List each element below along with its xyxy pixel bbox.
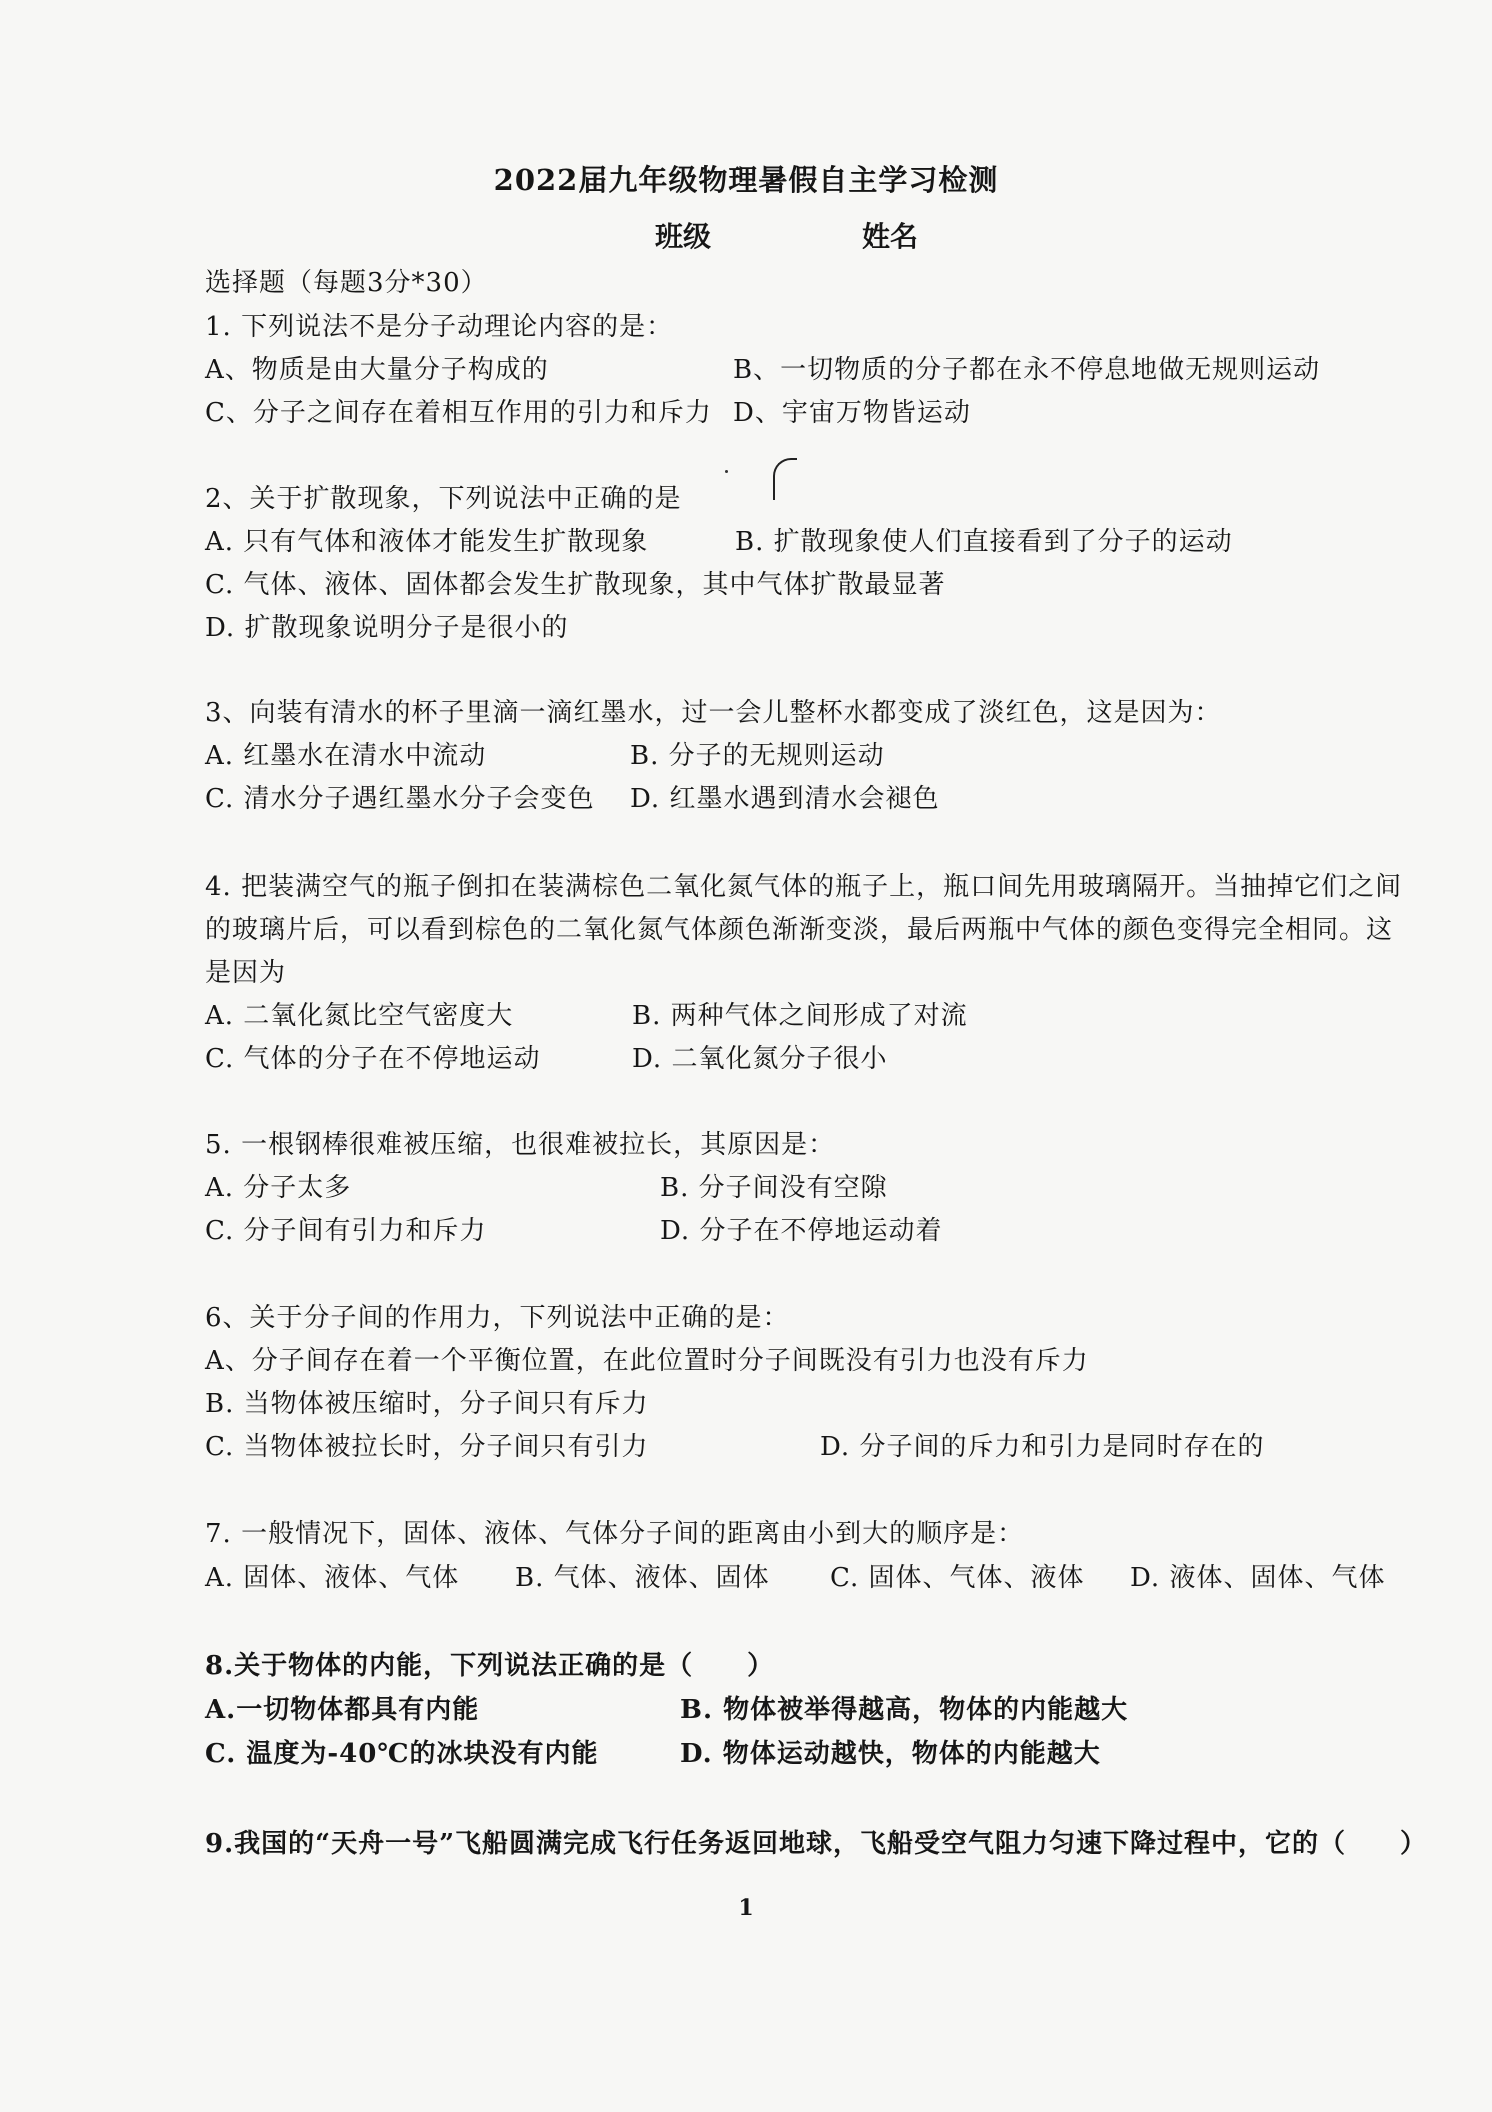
exam-title: 2022届九年级物理暑假自主学习检测	[493, 163, 999, 197]
question-5-option-b: B. 分子间没有空隙	[660, 1173, 888, 1203]
question-9-stem: 9.我国的“天舟一号”飞船圆满完成飞行任务返回地球，飞船受空气阻力匀速下降过程中，它的（ ）	[205, 1829, 1428, 1859]
question-8-option-a: A.一切物体都具有内能	[205, 1695, 480, 1725]
question-7-option-b: B. 气体、液体、固体	[515, 1563, 770, 1593]
question-8-option-d: D. 物体运动越快，物体的内能越大	[680, 1739, 1101, 1769]
question-8-option-b: B. 物体被举得越高，物体的内能越大	[680, 1695, 1129, 1725]
class-label: 班级	[655, 220, 712, 253]
question-1-option-d: D、宇宙万物皆运动	[733, 398, 971, 428]
question-4-option-b: B. 两种气体之间形成了对流	[632, 1001, 968, 1031]
question-4-option-a: A. 二氧化氮比空气密度大	[205, 1001, 514, 1031]
name-label: 姓名	[862, 220, 919, 253]
question-5-stem: 5. 一根钢棒很难被压缩，也很难被拉长，其原因是：	[205, 1130, 836, 1160]
question-1-option-c: C、分子之间存在着相互作用的引力和斥力	[205, 398, 712, 428]
question-2-option-c: C. 气体、液体、固体都会发生扩散现象，其中气体扩散最显著	[205, 570, 946, 600]
question-1-stem: 1. 下列说法不是分子动理论内容的是：	[205, 312, 674, 342]
question-6-option-a: A、分子间存在着一个平衡位置，在此位置时分子间既没有引力也没有斥力	[205, 1346, 1089, 1376]
question-3-option-a: A. 红墨水在清水中流动	[205, 741, 487, 771]
ink-dot	[725, 470, 728, 473]
question-7-stem: 7. 一般情况下，固体、液体、气体分子间的距离由小到大的顺序是：	[205, 1519, 1025, 1549]
question-3-stem: 3、向装有清水的杯子里滴一滴红墨水，过一会儿整杯水都变成了淡红色，这是因为：	[205, 698, 1222, 728]
question-5-option-d: D. 分子在不停地运动着	[660, 1216, 943, 1246]
question-5-option-c: C. 分子间有引力和斥力	[205, 1216, 487, 1246]
question-2-option-b: B. 扩散现象使人们直接看到了分子的运动	[735, 527, 1233, 557]
question-7-option-a: A. 固体、液体、气体	[205, 1563, 460, 1593]
question-6-option-b: B. 当物体被压缩时，分子间只有斥力	[205, 1389, 649, 1419]
question-2-option-a: A. 只有气体和液体才能发生扩散现象	[205, 527, 649, 557]
question-4-stem-line-3: 是因为	[205, 958, 287, 988]
question-4-stem-line-2: 的玻璃片后，可以看到棕色的二氧化氮气体颜色渐渐变淡，最后两瓶中气体的颜色变得完全相同。这	[205, 915, 1394, 945]
section-heading: 选择题（每题3分*30）	[205, 268, 488, 298]
question-4-option-c: C. 气体的分子在不停地运动	[205, 1044, 541, 1074]
question-4-stem-line-1: 4. 把装满空气的瓶子倒扣在装满棕色二氧化氮气体的瓶子上，瓶口间先用玻璃隔开。当抽掉它们之间	[205, 872, 1403, 902]
question-8-option-c: C. 温度为-40℃的冰块没有内能	[205, 1739, 599, 1769]
question-7-option-d: D. 液体、固体、气体	[1130, 1563, 1386, 1593]
question-1-option-a: A、物质是由大量分子构成的	[205, 355, 549, 385]
question-3-option-b: B. 分子的无规则运动	[630, 741, 885, 771]
question-6-stem: 6、关于分子间的作用力，下列说法中正确的是：	[205, 1303, 790, 1333]
question-3-option-c: C. 清水分子遇红墨水分子会变色	[205, 784, 595, 814]
question-4-option-d: D. 二氧化氮分子很小	[632, 1044, 888, 1074]
handwritten-mark	[773, 458, 797, 500]
question-3-option-d: D. 红墨水遇到清水会褪色	[630, 784, 940, 814]
question-5-option-a: A. 分子太多	[205, 1173, 352, 1203]
question-2-option-d: D. 扩散现象说明分子是很小的	[205, 613, 569, 643]
question-6-option-d: D. 分子间的斥力和引力是同时存在的	[820, 1432, 1265, 1462]
question-2-stem: 2、关于扩散现象，下列说法中正确的是	[205, 484, 682, 514]
question-1-option-b: B、一切物质的分子都在永不停息地做无规则运动	[733, 355, 1321, 385]
question-8-stem: 8.关于物体的内能，下列说法正确的是（ ）	[205, 1651, 775, 1681]
page-number: 1	[738, 1895, 754, 1921]
question-6-option-c: C. 当物体被拉长时，分子间只有引力	[205, 1432, 649, 1462]
question-7-option-c: C. 固体、气体、液体	[830, 1563, 1085, 1593]
